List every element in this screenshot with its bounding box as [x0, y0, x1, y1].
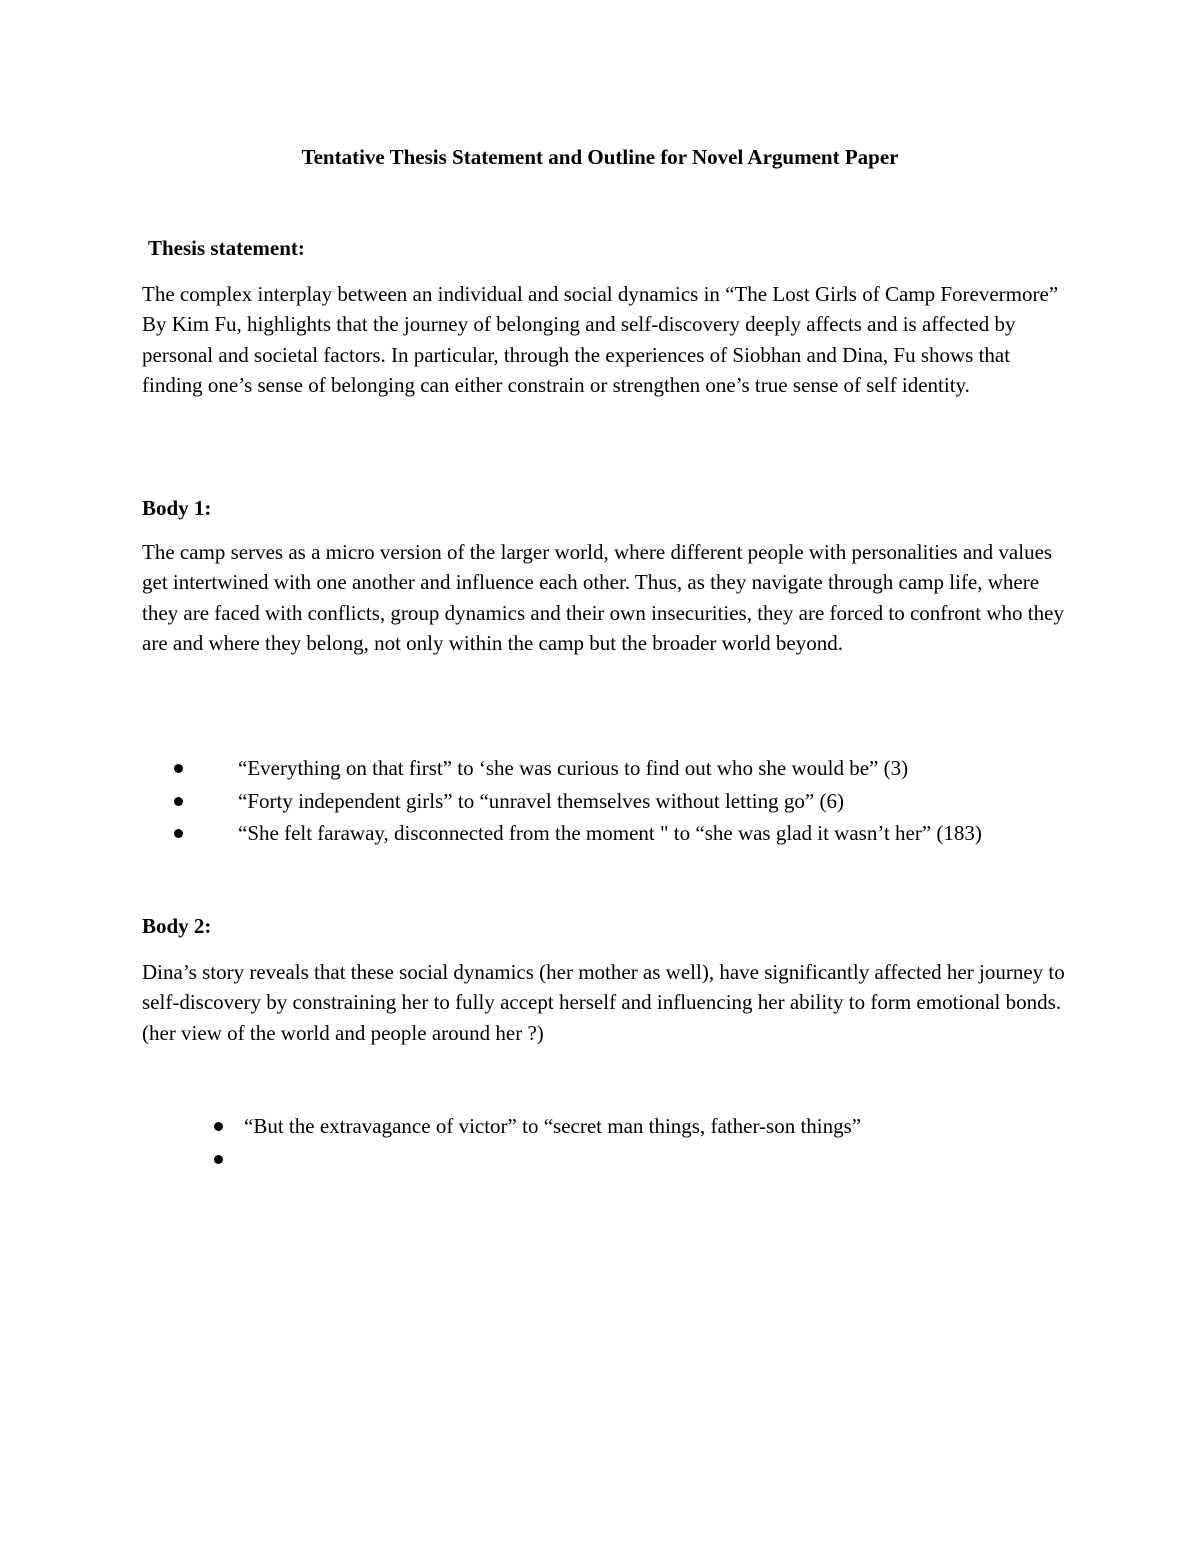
list-item: [174, 752, 982, 785]
body1-heading: Body 1:: [142, 496, 212, 520]
body2-paragraph: Dina’s story reveals that these social dynamics (her mother as well), have significantly affected her journey to self-discovery by constraining her to fully accept herself and influencing her ability to form emotional bonds. (her view of the world and people around her ?): [142, 960, 1065, 1045]
bullet-icon: [174, 797, 183, 806]
bullet-icon: [214, 1122, 223, 1131]
thesis-heading: Thesis statement:: [148, 236, 305, 260]
body2-heading: Body 2:: [142, 914, 212, 938]
list-item: [214, 1143, 861, 1176]
thesis-paragraph: The complex interplay between an individual and social dynamics in “The Lost Girls of Camp Forevermore” By Kim Fu, highlights that the journey of belonging and self-discovery deeply affects and is affected by personal and societal factors. In particular, through the experiences of Siobhan and Dina, Fu shows that finding one’s sense of belonging can either constrain or strengthen one’s true sense of self identity.: [142, 282, 1059, 398]
bullet-icon: [174, 764, 183, 773]
list-item: [214, 1110, 861, 1143]
bullet-text: “Forty independent girls” to “unravel themselves without letting go” (6): [238, 788, 844, 813]
bullet-text: “But the extravagance of victor” to “secret man things, father-son things”: [244, 1114, 862, 1138]
document-title: Tentative Thesis Statement and Outline for Novel Argument Paper: [301, 145, 899, 169]
list-item: [174, 785, 982, 818]
body1-paragraph: The camp serves as a micro version of the larger world, where different people with personalities and values get intertwined with one another and influence each other. Thus, as they navigate through camp life, where they are faced with conflicts, group dynamics and their own insecurities, they are forced to confront who they are and where they belong, not only within the camp but the broader world beyond.: [142, 540, 1064, 656]
bullet-text: “She felt faraway, disconnected from the moment " to “she was glad it wasn’t her” (183): [238, 821, 982, 845]
bullet-text: “Everything on that first” to ‘she was curious to find out who she would be” (3): [238, 756, 909, 780]
list-item: [174, 817, 982, 850]
body2-bullet-list: [214, 1110, 861, 1175]
bullet-icon: [174, 829, 183, 838]
bullet-icon: [214, 1155, 223, 1164]
body1-bullet-list: [174, 752, 982, 850]
